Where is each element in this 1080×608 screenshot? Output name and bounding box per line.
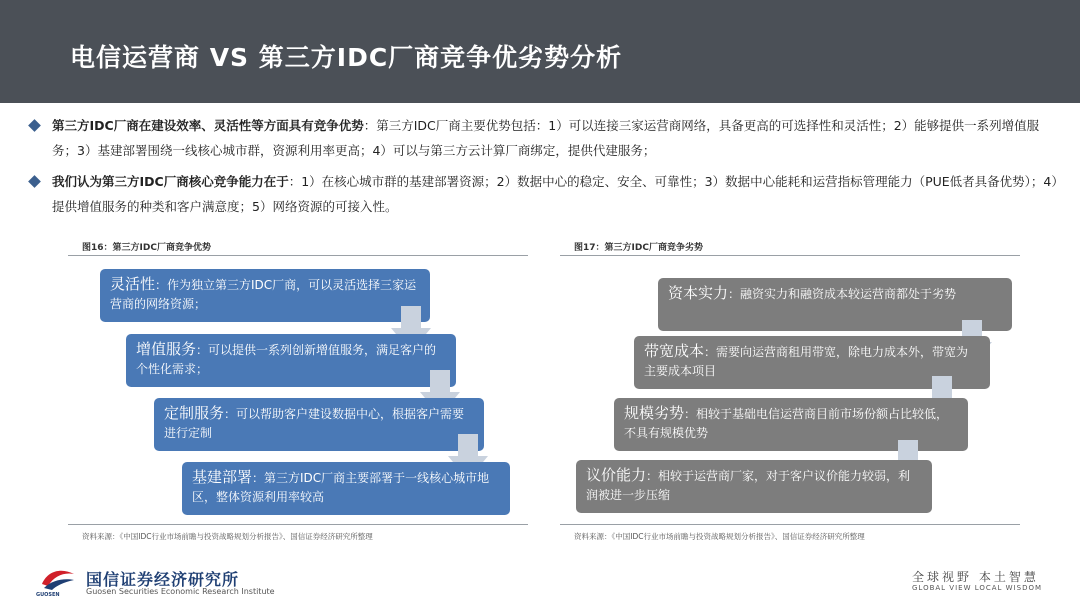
advantage-step — [182, 462, 510, 515]
step-text: ：相较于基础电信运营商目前市场份额占比较低，不具有规模优势 — [624, 407, 949, 440]
step-text: ：可以帮助客户建设数据中心，根据客户需要进行定制 — [164, 407, 465, 440]
disadvantages-figure — [560, 234, 1020, 544]
step-key: 规模劣势 — [624, 404, 685, 422]
bullet-item — [28, 169, 1058, 219]
bullet-text: ：第三方IDC厂商主要优势包括：1）可以连接三家运营商网络，具备更高的可选择性和灵活性；2）能够提供一系列增值服务；3）基建部署围绕一线核心城市群，资源利用率更高；4）可以与第三方云计算厂商绑定，提供代建服务； — [52, 118, 1040, 158]
slogan-en: GLOBAL VIEW LOCAL WISDOM — [912, 584, 1043, 592]
advantage-step — [126, 334, 456, 387]
title-banner — [0, 0, 1080, 103]
step-text: ：可以提供一系列创新增值服务，满足客户的个性化需求； — [136, 343, 437, 376]
page-title: 电信运营商 VS 第三方IDC厂商竞争优劣势分析 — [70, 43, 623, 72]
step-key: 议价能力 — [586, 466, 647, 484]
figure-source: 资料来源：《中国IDC行业市场前瞻与投资战略规划分析报告》、国信证券经济研究所整理 — [560, 524, 1020, 542]
bullet-text: ：1）在核心城市群的基建部署资源；2）数据中心的稳定、安全、可靠性；3）数据中心能耗和运营指标管理能力（PUE低者具备优势）；4）提供增值服务的种类和客户满意度；5）网络资源的可接入性。 — [52, 174, 1058, 214]
step-key: 基建部署 — [192, 468, 253, 486]
guosen-logo-icon — [40, 566, 76, 592]
bullet-item — [28, 113, 1058, 163]
institute-name: 国信证券经济研究所 — [86, 570, 240, 589]
step-key: 资本实力 — [668, 284, 729, 302]
diamond-bullet-icon — [28, 119, 41, 132]
advantage-step — [100, 269, 430, 322]
advantages-figure — [68, 234, 528, 544]
institute-name-en: Guosen Securities Economic Research Institute — [86, 587, 275, 596]
diamond-bullet-icon — [28, 175, 41, 188]
step-key: 定制服务 — [164, 404, 225, 422]
step-text: ：作为独立第三方IDC厂商，可以灵活选择三家运营商的网络资源； — [110, 278, 417, 311]
logo-wordmark: GUOSEN — [36, 592, 60, 598]
step-text: ：融资实力和融资成本较运营商都处于劣势 — [728, 287, 957, 301]
slogan: 全球视野 本土智慧 — [912, 570, 1039, 584]
disadvantage-step — [576, 460, 932, 513]
step-key: 灵活性 — [110, 275, 156, 293]
summary-bullets — [28, 113, 1058, 225]
bullet-heading: 第三方IDC厂商在建设效率、灵活性等方面具有竞争优势 — [52, 118, 364, 133]
figure-source: 资料来源：《中国IDC行业市场前瞻与投资战略规划分析报告》、国信证券经济研究所整理 — [68, 524, 528, 542]
advantage-step — [154, 398, 484, 451]
step-text: ：第三方IDC厂商主要部署于一线核心城市地区，整体资源利用率较高 — [192, 471, 490, 504]
step-key: 带宽成本 — [644, 342, 705, 360]
bullet-heading: 我们认为第三方IDC厂商核心竞争能力在于 — [52, 174, 289, 189]
step-text: ：相较于运营商厂家，对于客户议价能力较弱，利润被进一步压缩 — [586, 469, 911, 502]
figure-caption: 图17：第三方IDC厂商竞争劣势 — [560, 234, 1020, 256]
figure-caption: 图16：第三方IDC厂商竞争优势 — [68, 234, 528, 256]
step-text: ：需要向运营商租用带宽，除电力成本外，带宽为主要成本项目 — [644, 345, 969, 378]
step-key: 增值服务 — [136, 340, 197, 358]
